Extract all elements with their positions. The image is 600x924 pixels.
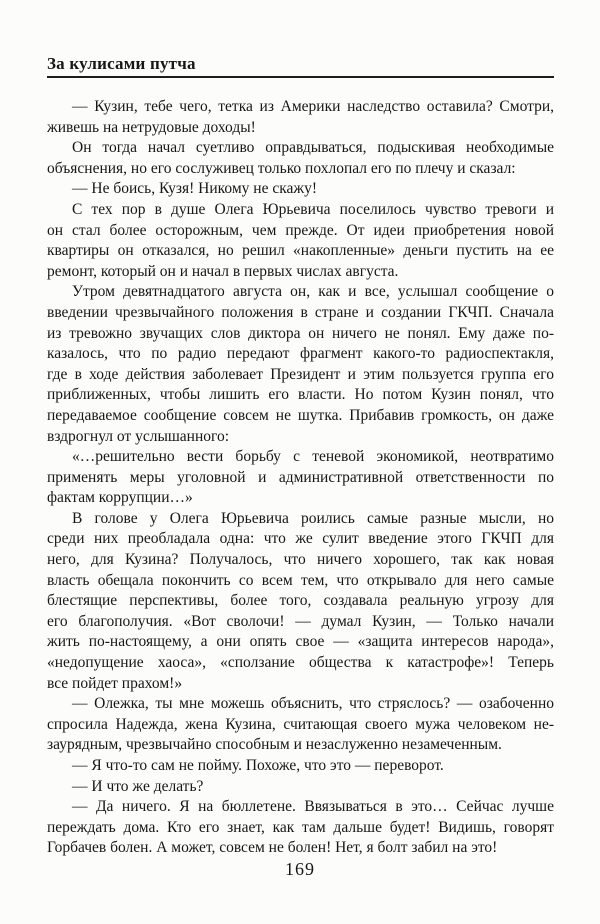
- text-line: блестящие перспективы, более того, создавала реальную угрозу для: [47, 592, 554, 610]
- text-line: жить по-настоящему, а они опять свое — «защита интересов народа»,: [47, 633, 554, 651]
- text-line: Утром девятнадцатого августа он, как и все, услышал сообщение о: [72, 283, 554, 301]
- text-line: — Кузин, тебе чего, тетка из Америки наследство оставила? Смотри,: [72, 98, 554, 115]
- page-number: 169: [285, 859, 315, 879]
- header-rule: [47, 76, 554, 78]
- text-line: казалось, что по радио передают фрагмент какого-то радиоспектакля,: [47, 345, 554, 363]
- paragraph: [47, 694, 554, 756]
- text-line: — И что же делать?: [72, 777, 204, 795]
- text-line: квартиры он отказался, но решил «накопленные» деньги пустить на ее: [47, 242, 554, 260]
- text-line: — Олежка, ты мне можешь объяснить, что стряслось? — озабоченно: [72, 695, 554, 713]
- paragraph: [47, 179, 554, 200]
- text-line: введении чрезвычайного положения в стране и создании ГКЧП. Сначала: [47, 303, 554, 321]
- paragraph: [47, 200, 554, 282]
- text-line: Горбачев болен. А может, совсем не болен! Нет, я болт забил на это!: [47, 839, 498, 857]
- paragraph: [47, 509, 554, 694]
- paragraph: [47, 282, 554, 447]
- text-line: С тех пор в душе Олега Юрьевича поселилось чувство тревоги и: [72, 200, 554, 218]
- text-line: из тревожно звучащих слов диктора он ничего не понял. Ему даже по-: [47, 324, 554, 342]
- text-line: В голове у Олега Юрьевича роились самые разные мысли, но: [72, 509, 554, 527]
- text-line: «…решительно вести борьбу с теневой экономикой, неотвратимо: [72, 448, 554, 466]
- paragraph: [47, 756, 554, 777]
- text-block: [47, 54, 554, 859]
- text-line: спросила Надежда, жена Кузина, считающая своего мужа человеком не-: [47, 715, 554, 733]
- text-line: фактам коррупции…»: [47, 489, 193, 507]
- text-line: объяснения, но его сослуживец только похлопал его по плечу и сказал:: [47, 159, 516, 177]
- running-header-title: За кулисами путча: [47, 54, 196, 73]
- text-line: где в ходе действия заболевает Президент и этим пользуется группа его: [47, 365, 554, 383]
- text-line: приближенных, чтобы лишить его власти. Но потом Кузин понял, что: [47, 386, 554, 404]
- text-line: власть обещала покончить со всем тем, что открывало для него самые: [47, 571, 554, 589]
- text-line: «недопущение хаоса», «сползание общества к катастрофе»! Теперь: [47, 654, 554, 672]
- text-line: вздрогнул от услышанного:: [47, 427, 230, 445]
- text-line: него, для Кузина? Получалось, что ничего хорошего, так как новая: [47, 551, 554, 569]
- text-line: — Да ничего. Я на бюллетене. Ввязываться в это… Сейчас лучше: [72, 798, 554, 816]
- text-line: — Я что-то сам не пойму. Похоже, что это — переворот.: [72, 757, 444, 774]
- text-line: его благополучия. «Вот сволочи! — думал Кузин, — Только начали: [47, 612, 554, 630]
- paragraph: [47, 138, 554, 179]
- text-line: передаваемое сообщение совсем не шутка. Прибавив громкость, он даже: [47, 406, 554, 424]
- text-line: заурядным, чрезвычайно способным и незаслуженно незамеченным.: [47, 736, 502, 754]
- text-line: среди них преобладала одна: что же сулит введение этого ГКЧП для: [47, 530, 554, 548]
- paragraph: [47, 97, 554, 138]
- paragraph: [47, 777, 554, 798]
- text-line: переждать дома. Кто его знает, как там дальше будет! Видишь, говорят: [47, 818, 554, 836]
- paragraph: [47, 797, 554, 859]
- text-line: живешь на нетрудовые доходы!: [47, 118, 256, 136]
- text-line: ремонт, который он и начал в первых числах августа.: [47, 262, 399, 280]
- body-text: [47, 97, 554, 859]
- text-line: применять меры уголовной и административной ответственности по: [47, 468, 554, 486]
- text-line: он стал более осторожным, чем прежде. От идеи приобретения новой: [47, 221, 554, 239]
- text-line: Он тогда начал суетливо оправдываться, подыскивая необходимые: [72, 139, 554, 157]
- text-line: — Не боись, Кузя! Никому не скажу!: [72, 180, 318, 198]
- paragraph: [47, 447, 554, 509]
- text-line: все пойдет прахом!»: [47, 674, 183, 692]
